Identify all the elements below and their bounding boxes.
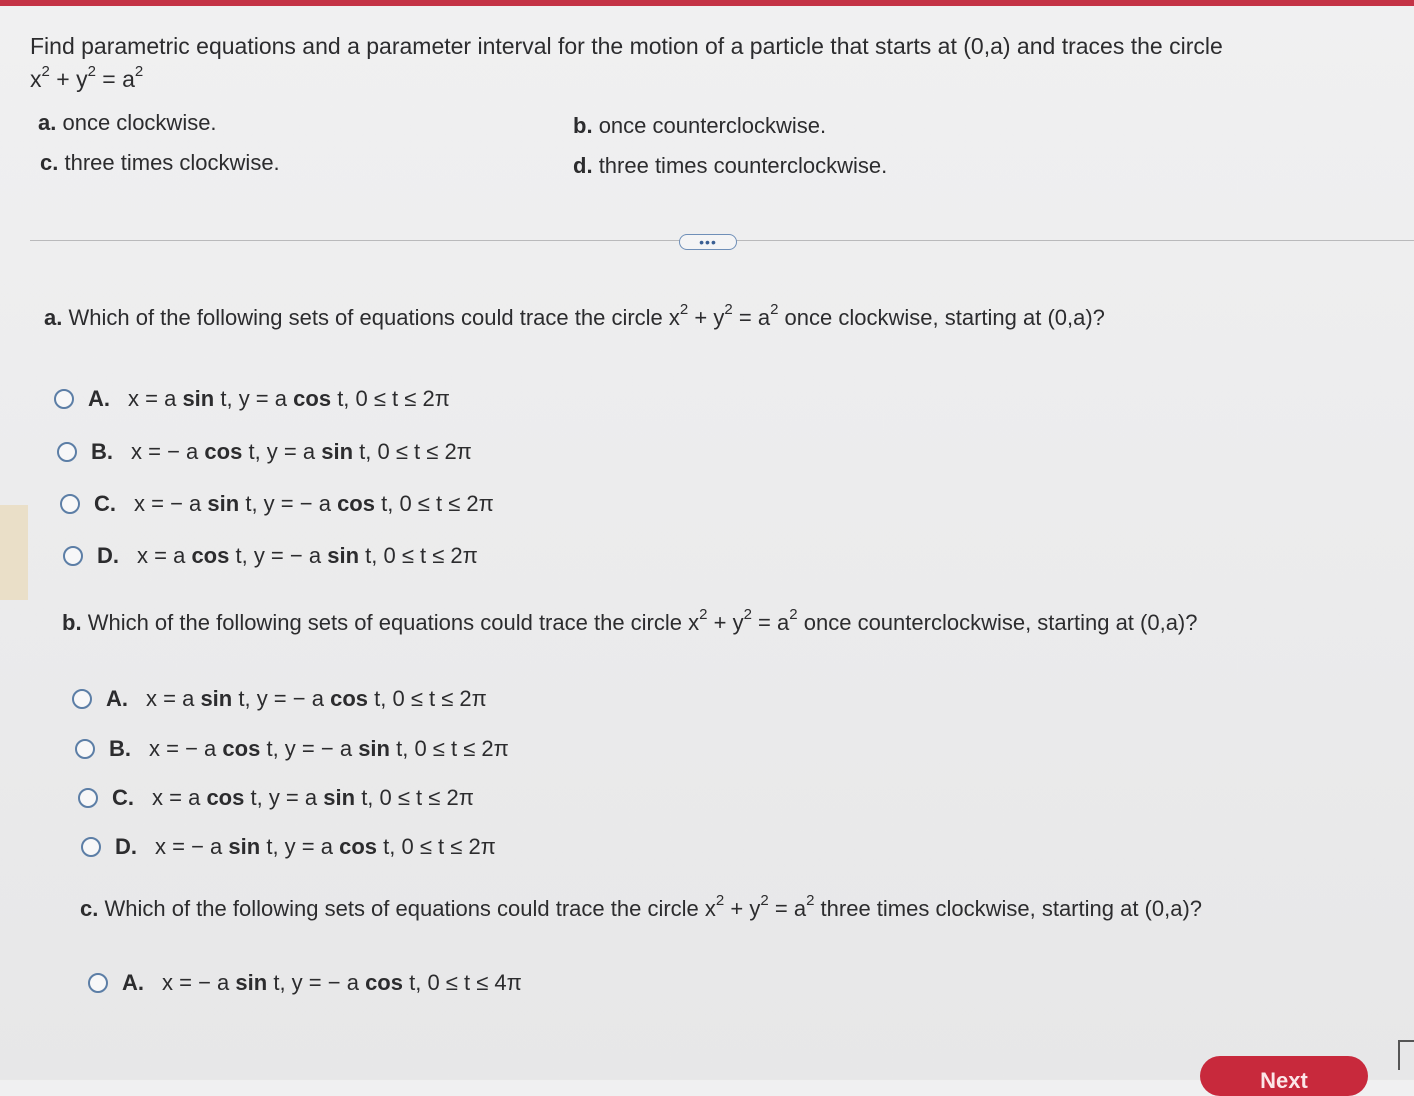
part-d-label: d. three times counterclockwise. [573, 153, 888, 178]
circle-equation: $x^2 + y^2 = a^2$ [30, 63, 144, 92]
question-c-text: c. Which of the following sets of equations could trace the circle $x^2 + y^2 = a^2$ three times clockwise, starting at (0,a)? [80, 892, 1203, 921]
top-accent-bar [0, 0, 1414, 6]
problem-stem [30, 30, 1223, 62]
question-b-option-c[interactable]: C. x = a cos t, y = a sin t, 0 ≤ t ≤ 2π [78, 785, 474, 811]
expand-button[interactable]: ••• [679, 234, 737, 250]
question-b-option-d[interactable]: D. x = − a sin t, y = a cos t, 0 ≤ t ≤ 2π [81, 834, 496, 860]
radio-button[interactable] [72, 689, 92, 709]
question-a-text: a. Which of the following sets of equations could trace the circle $x^2 + y^2 = a^2$ once clockwise, starting at (0,a)? [44, 301, 1105, 330]
next-button[interactable]: Next [1200, 1056, 1368, 1096]
radio-button[interactable] [78, 788, 98, 808]
part-a-label: a. once clockwise. [38, 110, 217, 135]
part-c-label: c. three times clockwise. [40, 150, 280, 175]
part-b-label: b. once counterclockwise. [573, 113, 827, 138]
question-b-option-b[interactable]: B. x = − a cos t, y = − a sin t, 0 ≤ t ≤ 2π [75, 736, 509, 762]
radio-button[interactable] [57, 442, 77, 462]
radio-button[interactable] [63, 546, 83, 566]
radio-button[interactable] [75, 739, 95, 759]
question-a-option-d[interactable]: D. x = a cos t, y = − a sin t, 0 ≤ t ≤ 2π [63, 543, 478, 569]
question-a-option-a[interactable]: A. x = a sin t, y = a cos t, 0 ≤ t ≤ 2π [54, 386, 450, 412]
left-highlight-strip [0, 505, 28, 600]
radio-button[interactable] [60, 494, 80, 514]
question-a-option-c[interactable]: C. x = − a sin t, y = − a cos t, 0 ≤ t ≤ 2π [60, 491, 494, 517]
question-c-option-a[interactable]: A. x = − a sin t, y = − a cos t, 0 ≤ t ≤ 4π [88, 970, 522, 996]
radio-button[interactable] [81, 837, 101, 857]
radio-button[interactable] [54, 389, 74, 409]
window-corner-icon [1398, 1040, 1414, 1070]
question-a-option-b[interactable]: B. x = − a cos t, y = a sin t, 0 ≤ t ≤ 2π [57, 439, 472, 465]
question-b-option-a[interactable]: A. x = a sin t, y = − a cos t, 0 ≤ t ≤ 2π [72, 686, 487, 712]
problem-stem-text: Find parametric equations and a parameter interval for the motion of a particle that starts at (0,a) and traces the circle [30, 33, 1223, 59]
question-b-text: b. Which of the following sets of equations could trace the circle $x^2 + y^2 = a^2$ once counterclockwise, starting at (0,a)? [62, 606, 1198, 635]
radio-button[interactable] [88, 973, 108, 993]
